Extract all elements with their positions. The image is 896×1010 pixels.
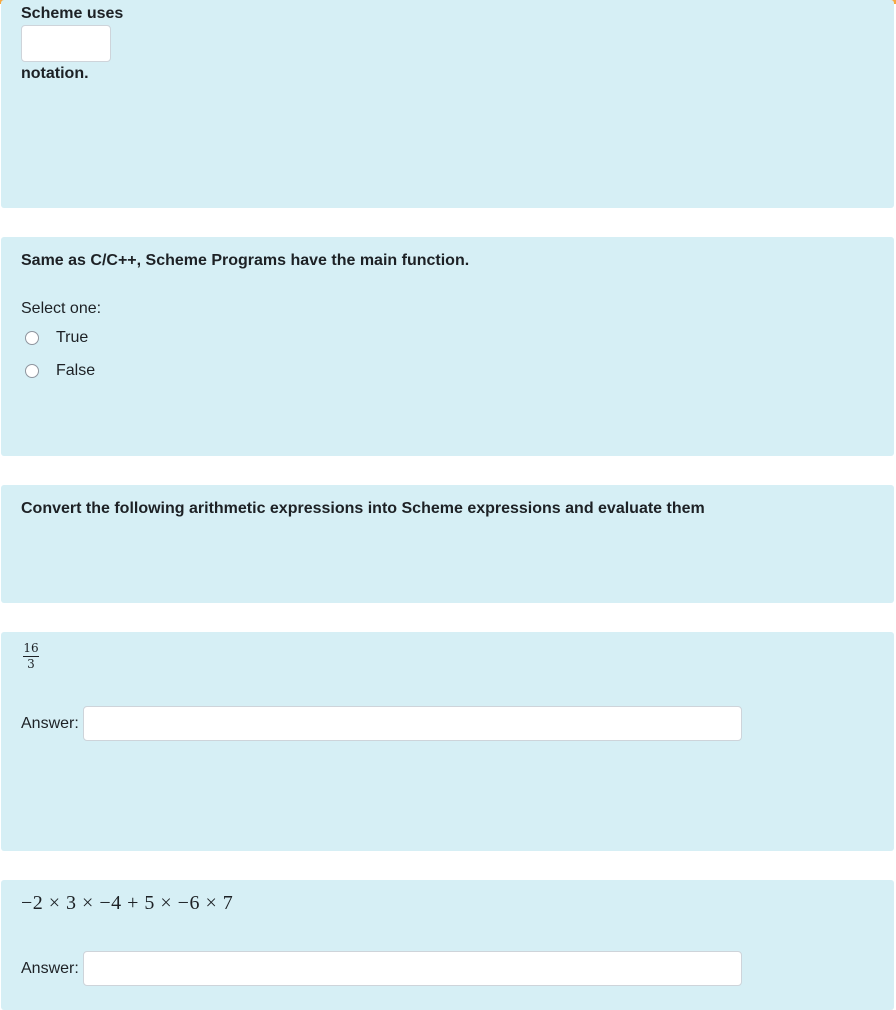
question-card-fraction <box>1 632 894 851</box>
question-card-true-false <box>1 237 894 456</box>
option-true[interactable] <box>25 328 88 348</box>
question-prefix-text: Scheme uses <box>21 5 124 22</box>
question-card-expression <box>1 880 894 1010</box>
fraction-numerator: 16 <box>23 641 39 655</box>
fraction-expression <box>23 642 39 671</box>
fraction-denominator: 3 <box>27 657 35 671</box>
math-expression: −2 × 3 × −4 + 5 × −6 × 7 <box>21 892 234 914</box>
question-text: Same as C/C++, Scheme Programs have the main function. <box>21 252 470 269</box>
radio-button-false[interactable] <box>25 364 39 378</box>
radio-button-true[interactable] <box>25 331 39 345</box>
blank-input[interactable] <box>21 25 111 62</box>
option-false[interactable] <box>25 361 95 381</box>
question-suffix-text: notation. <box>21 65 89 82</box>
answer-label: Answer: <box>21 715 79 732</box>
option-label-false: False <box>56 362 96 379</box>
description-card <box>1 485 894 603</box>
answer-input[interactable] <box>83 706 742 741</box>
description-text: Convert the following arithmetic expressions into Scheme expressions and evaluate them <box>21 500 705 517</box>
option-label-true: True <box>56 329 89 346</box>
select-one-label: Select one: <box>21 300 102 317</box>
answer-label: Answer: <box>21 960 79 977</box>
answer-input[interactable] <box>83 951 742 986</box>
question-card-fill-blank <box>1 0 894 208</box>
